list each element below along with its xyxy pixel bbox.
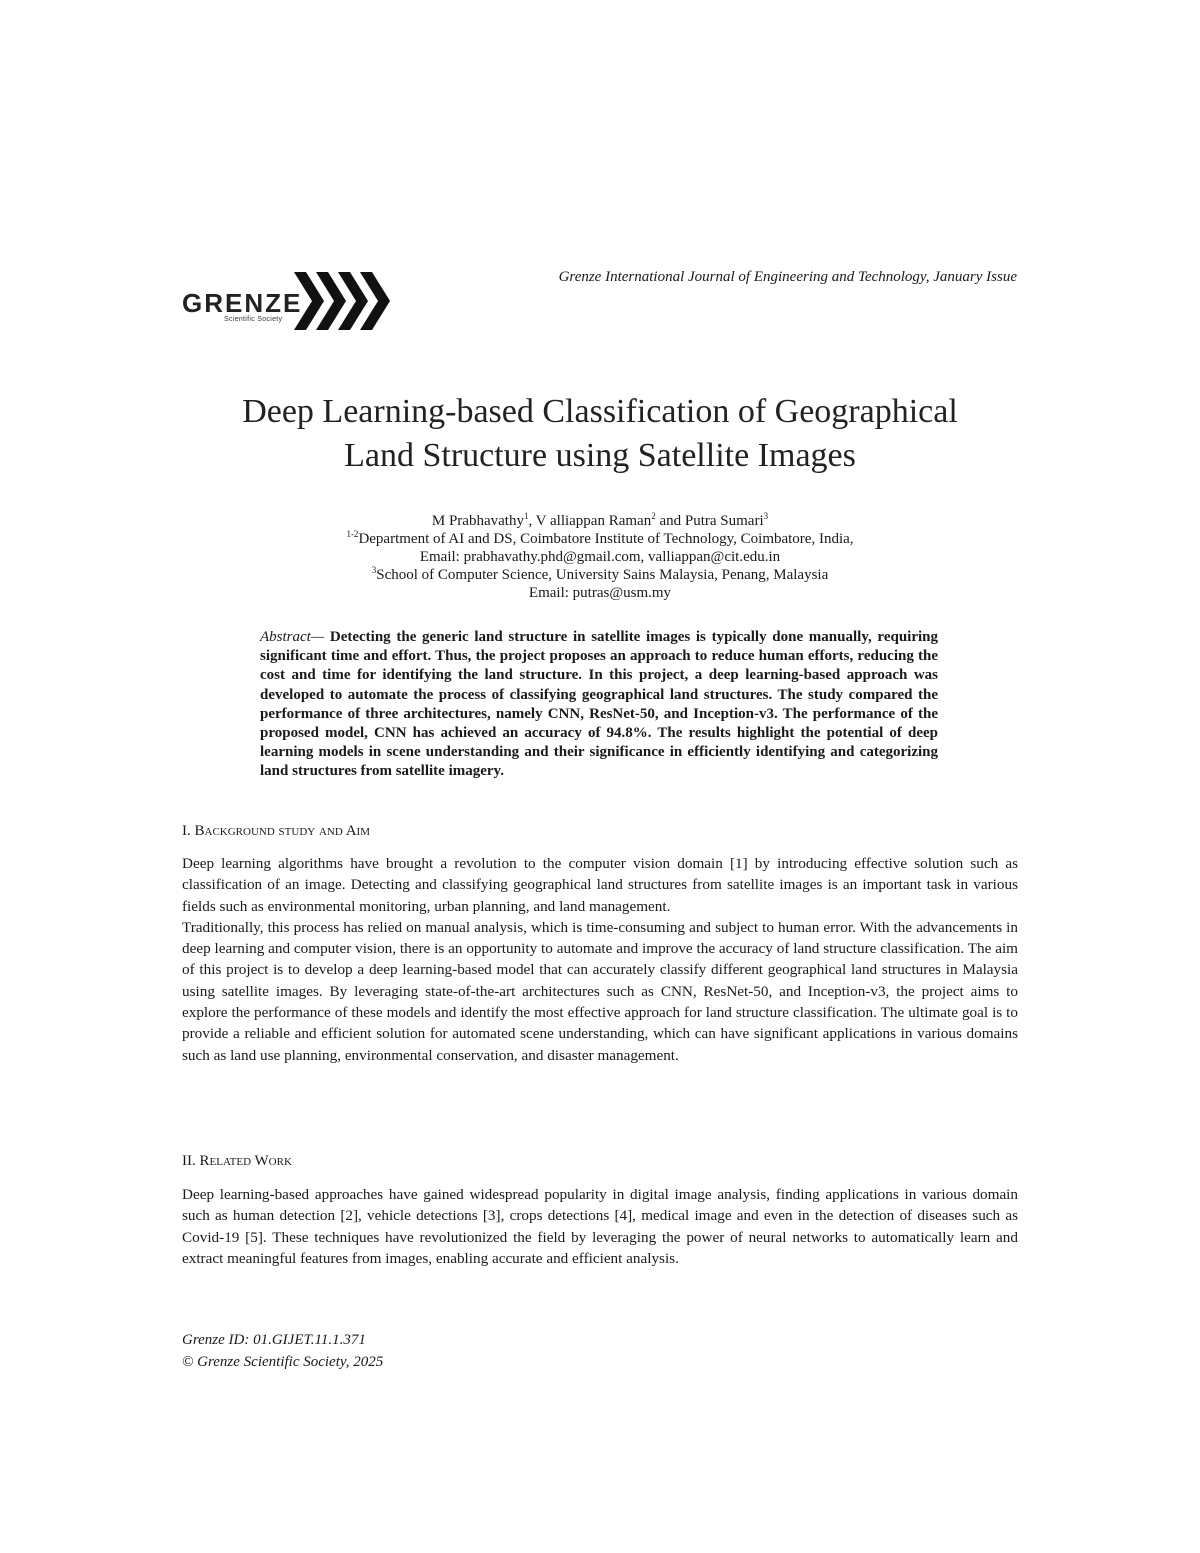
author-3: and Putra Sumari (655, 513, 764, 529)
email-2: Email: putras@usm.my (528, 585, 672, 601)
author-block (0, 512, 1200, 602)
paragraph: Traditionally, this process has relied on manual analysis, which is time-consuming and subject to human error. With the advancements in deep learning and computer vision, there is an opportunity to automate and improve the accuracy of land structure classification. The aim of this project is to develop a deep learning-based model that can accurately classify different geographical land structures in Malaysia using satellite images. By leveraging state-of-the-art architectures such as CNN, ResNet-50, and Inception-v3, the project aims to explore the performance of these models and identify the most effective approach for land structure classification. The ultimate goal is to provide a reliable and efficient solution for automated scene understanding, which can have significant applications in various domains such as land use planning, environmental conservation, and disaster management. (182, 918, 1018, 1064)
paragraph: Deep learning algorithms have brought a revolution to the computer vision domain [1] by introducing effective solution such as classification of an image. Detecting and classifying geographical land structures from satellite images is an important task in various fields such as environmental monitoring, urban planning, and land management. (182, 855, 1018, 915)
logo-tagline: Scientific Society (224, 316, 283, 323)
logo-chevrons-icon (294, 268, 412, 334)
copyright: © Grenze Scientific Society, 2025 (182, 1354, 384, 1370)
email-1: Email: prabhavathy.phd@gmail.com, valliappan@cit.edu.in (419, 549, 781, 565)
author-1: M Prabhavathy (431, 513, 524, 529)
section-1-body (182, 853, 1018, 1066)
section-heading-2: II. Related Work (182, 1153, 292, 1169)
abstract: Abstract— Detecting the generic land structure in satellite images is typically done manually, requiring significant time and effort. Thus, the project proposes an approach to reduce human efforts, reducing the cost and time for identifying the land structure. In this project, a deep learning-based approach was developed to automate the process of classifying geographical land structures. The study compared the performance of three architectures, namely CNN, ResNet-50, and Inception-v3. The performance of the proposed model, CNN has achieved an accuracy of 94.8%. The results highlight the potential of deep learning models in scene understanding and their significance in efficiently identifying and categorizing land structures from satellite imagery. (260, 629, 938, 780)
title-line-1: Deep Learning-based Classification of Geographical (242, 393, 958, 430)
grenze-id: Grenze ID: 01.GIJET.11.1.371 (182, 1332, 366, 1348)
author-2: , V alliappan Raman (528, 513, 652, 529)
paper-title (0, 390, 1200, 478)
affiliation-1: $^{1-2}$Department of AI and DS, Coimbatore Institute of Technology, Coimbatore, India, (346, 529, 854, 547)
page-footer (182, 1329, 383, 1373)
journal-header: Grenze International Journal of Engineering and Technology, January Issue (558, 269, 1017, 285)
abstract-label: Abstract (260, 629, 311, 645)
logo-wordmark: GRENZE (182, 288, 303, 318)
title-line-2: Land Structure using Satellite Images (344, 437, 856, 474)
section-heading-1: I. Background study and Aim (182, 823, 370, 839)
section-2-body (182, 1184, 1018, 1269)
affiliation-2: $^3$School of Computer Science, University Sains Malaysia, Penang, Malaysia (371, 565, 829, 583)
abstract-text: Detecting the generic land structure in satellite images is typically done manually, requiring significant time and effort. Thus, the project proposes an approach to reduce human efforts, reducing the cost and time for identifying the land structure. In this project, a deep learning-based approach was developed to automate the process of classifying geographical land structures. The study compared the performance of three architectures, namely CNN, ResNet-50, and Inception-v3. The performance of the proposed model, CNN has achieved an accuracy of 94.8%. The results highlight the potential of deep learning models in scene understanding and their significance in efficiently identifying and categorizing land structures from satellite imagery. (260, 629, 938, 780)
paragraph: Deep learning-based approaches have gained widespread popularity in digital image analysis, finding applications in various domain such as human detection [2], vehicle detections [3], crops detections [4], medical image and even in the detection of diseases such as Covid-19 [5]. These techniques have revolutionized the field by leveraging the power of neural networks to automatically learn and extract meaningful features from images, enabling accurate and efficient analysis. (182, 1186, 1018, 1267)
author-names: M Prabhavathy$^1$, V alliappan Raman$^2$ and Putra Sumari$^3$ (431, 511, 769, 529)
publisher-logo (182, 268, 412, 334)
